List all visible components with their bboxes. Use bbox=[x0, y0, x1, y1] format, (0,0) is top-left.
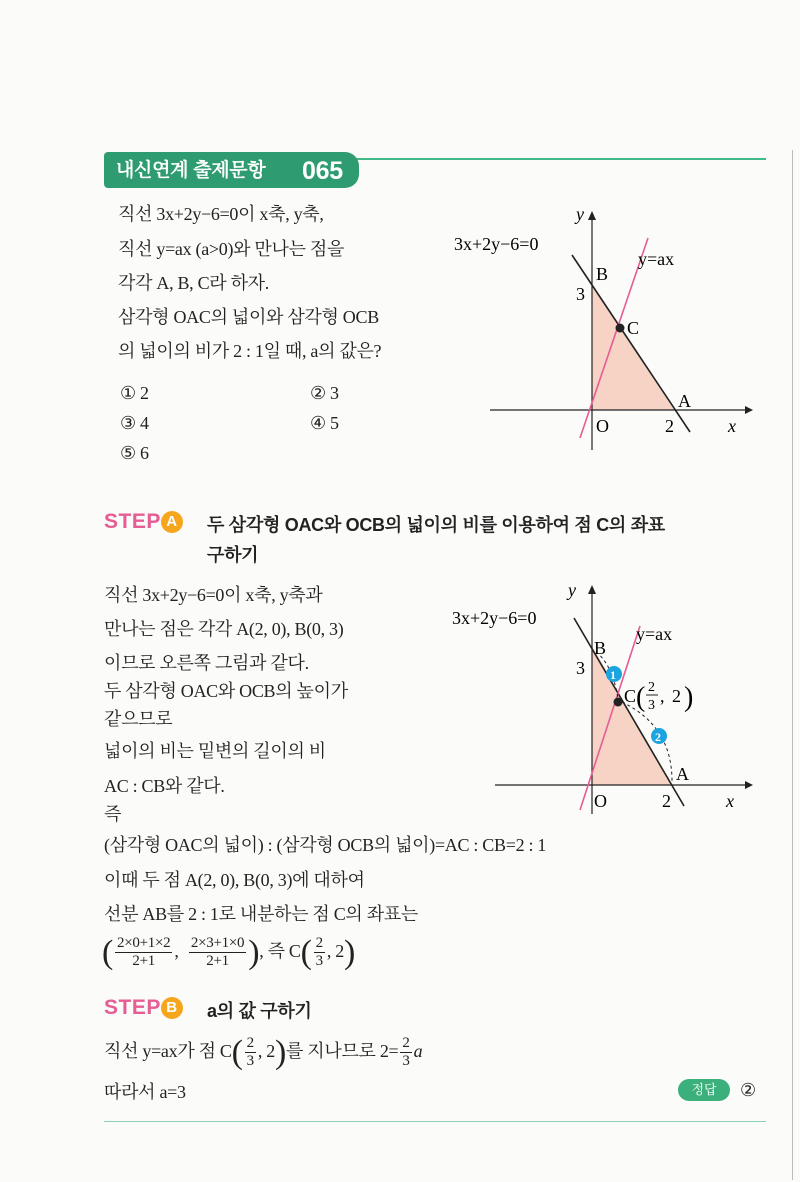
problem-number: 065 bbox=[302, 157, 343, 185]
result-frac-den: 3 bbox=[315, 953, 323, 970]
x-arrow-2 bbox=[745, 781, 753, 789]
badge-title: 내신연계 출제문항 bbox=[116, 160, 266, 181]
y-arrow bbox=[588, 211, 596, 220]
frac-y-num: 2×3+1×0 bbox=[190, 935, 245, 952]
footer-rule bbox=[104, 1121, 766, 1122]
problem-graph bbox=[440, 200, 760, 460]
y-axis-label-2: y bbox=[568, 580, 576, 600]
label-c-2: C bbox=[624, 686, 637, 706]
step-a-line-11: 선분 AB를 2 : 1로 내분하는 점 C의 좌표는 bbox=[104, 904, 418, 924]
frac-x-num: 2×0+1×2 bbox=[117, 935, 171, 952]
paren-open: ( bbox=[102, 933, 114, 971]
step-b-frac-den: 3 bbox=[402, 1053, 410, 1070]
x-arrow bbox=[745, 406, 753, 414]
line2-label: y=ax bbox=[638, 249, 675, 269]
c-y: 2 bbox=[672, 686, 681, 706]
step-b-title: a의 값 구하기 bbox=[207, 1001, 312, 1021]
step-a-line-10: 이때 두 점 A(2, 0), B(0, 3)에 대하여 bbox=[104, 870, 365, 890]
label-c: C bbox=[627, 318, 640, 338]
tick-2: 2 bbox=[665, 416, 674, 436]
c-frac-num: 2 bbox=[648, 680, 655, 695]
frac-x-den: 2+1 bbox=[132, 953, 155, 970]
point-c-dot bbox=[616, 324, 625, 333]
step-a-line-1: 직선 3x+2y−6=0이 x축, y축과 bbox=[104, 585, 323, 605]
problem-line-4: 삼각형 OAC의 넓이와 삼각형 OCB bbox=[118, 307, 379, 327]
step-b-paren-close: ) bbox=[274, 1033, 286, 1071]
c-paren-open: ( bbox=[636, 682, 646, 713]
tick-2-2: 2 bbox=[662, 791, 671, 811]
choice-4: ④ 5 bbox=[310, 413, 339, 433]
step-b-point-num: 2 bbox=[246, 1035, 254, 1052]
choice-2: ② 3 bbox=[310, 383, 339, 403]
choice-1: ① 2 bbox=[120, 383, 149, 403]
step-b-frac-num: 2 bbox=[402, 1035, 410, 1052]
step-b-suffix: a bbox=[413, 1041, 423, 1061]
step-b-line-1: 직선 y=ax가 점 C( $\frac{2}{3}$ , 2)를 지나므로 2= $\frac{2}{3}$ a bbox=[104, 1033, 423, 1071]
step-a-line-8: 즉 bbox=[104, 804, 122, 824]
choice-5: ⑤ 6 bbox=[120, 443, 149, 463]
line-label: 3x+2y−6=0 bbox=[454, 234, 539, 254]
step-b-word: STEP bbox=[104, 996, 161, 1019]
step-b-mid: 를 지나므로 2= bbox=[285, 1041, 399, 1061]
tick-3-2: 3 bbox=[576, 658, 585, 678]
problem-line-5: 의 넓이의 비가 2 : 1일 때, a의 값은? bbox=[118, 341, 382, 361]
step-b-label bbox=[104, 996, 183, 1020]
y-arrow-2 bbox=[588, 585, 596, 594]
line2-label-2: y=ax bbox=[636, 624, 673, 644]
step-a-line-3: 이므로 오른쪽 그림과 같다. bbox=[104, 653, 309, 673]
line-label-2: 3x+2y−6=0 bbox=[452, 608, 537, 628]
step-b-prefix: 직선 y=ax가 점 C bbox=[104, 1041, 232, 1061]
step-a-line-6: 넓이의 비는 밑변의 길이의 비 bbox=[104, 741, 326, 761]
problem-line-3: 각각 A, B, C라 하자. bbox=[118, 273, 269, 293]
step-a-line-2: 만나는 점은 각각 A(2, 0), B(0, 3) bbox=[104, 619, 344, 639]
step-a-title-2: 구하기 bbox=[207, 545, 259, 565]
origin-label: O bbox=[596, 416, 609, 436]
c-frac-den: 3 bbox=[648, 698, 655, 713]
frac-y-den: 2+1 bbox=[206, 953, 229, 970]
x-axis-label-2: x bbox=[726, 791, 734, 811]
frac-x bbox=[115, 935, 172, 970]
step-b-line-2: 따라서 a=3 bbox=[104, 1082, 186, 1102]
paren-close: ) bbox=[248, 933, 260, 971]
label-a: A bbox=[678, 391, 691, 411]
result-prefix: 즉 C bbox=[267, 941, 301, 961]
answer-value: ② bbox=[740, 1080, 756, 1100]
label-b: B bbox=[596, 264, 609, 284]
step-b-point-den: 3 bbox=[246, 1053, 254, 1070]
problem-line-1: 직선 3x+2y−6=0이 x축, y축, bbox=[118, 204, 324, 224]
x-axis-label: x bbox=[728, 416, 736, 436]
label-a-2: A bbox=[676, 764, 689, 784]
y-axis-label: y bbox=[576, 204, 584, 224]
step-b-frac bbox=[400, 1035, 411, 1070]
marker-1-text: 1 bbox=[610, 668, 616, 682]
point-c-dot-2 bbox=[614, 698, 623, 707]
step-b-letter: B bbox=[161, 997, 183, 1019]
choice-3: ③ 4 bbox=[120, 413, 149, 433]
marker-2-text: 2 bbox=[655, 730, 661, 744]
label-b-2: B bbox=[594, 638, 607, 658]
answer-badge: 정답 bbox=[678, 1079, 730, 1101]
result-frac bbox=[314, 935, 325, 970]
problem-line-2: 직선 y=ax (a>0)와 만나는 점을 bbox=[118, 239, 345, 259]
solution-graph bbox=[440, 576, 760, 816]
step-a-line-4: 두 삼각형 OAC와 OCB의 높이가 bbox=[104, 681, 348, 701]
step-a-line-5: 같으므로 bbox=[104, 709, 173, 729]
frac-y bbox=[189, 935, 246, 970]
step-a-title-1: 두 삼각형 OAC와 OCB의 넓이의 비를 이용하여 점 C의 좌표 bbox=[207, 515, 665, 535]
page-edge-rule bbox=[792, 150, 793, 1180]
step-b-paren-open: ( bbox=[231, 1033, 243, 1071]
step-a-label bbox=[104, 510, 183, 534]
result-frac-num: 2 bbox=[315, 935, 323, 952]
result-y: 2 bbox=[335, 941, 344, 961]
c-comma: , bbox=[660, 686, 665, 706]
coordinate-formula: ( $\frac{2\times 0+1\times 2}{2+1}$ , $\frac{2\times 3+1\times 0}{2+1}$ ), 즉 C( $\frac{2}{3}$ , 2) bbox=[102, 933, 356, 971]
step-a-line-7: AC : CB와 같다. bbox=[104, 776, 225, 796]
step-a-letter: A bbox=[161, 511, 183, 533]
c-paren-close: ) bbox=[684, 682, 694, 713]
step-a-line-9: (삼각형 OAC의 넓이) : (삼각형 OCB의 넓이)=AC : CB=2 : 1 bbox=[104, 835, 547, 855]
origin-label-2: O bbox=[594, 791, 607, 811]
tick-3: 3 bbox=[576, 284, 585, 304]
step-b-point-frac bbox=[245, 1035, 256, 1070]
paren-open-2: ( bbox=[300, 933, 312, 971]
paren-close-2: ) bbox=[343, 933, 356, 971]
step-a-word: STEP bbox=[104, 510, 161, 533]
step-b-point-y: 2 bbox=[266, 1041, 275, 1061]
